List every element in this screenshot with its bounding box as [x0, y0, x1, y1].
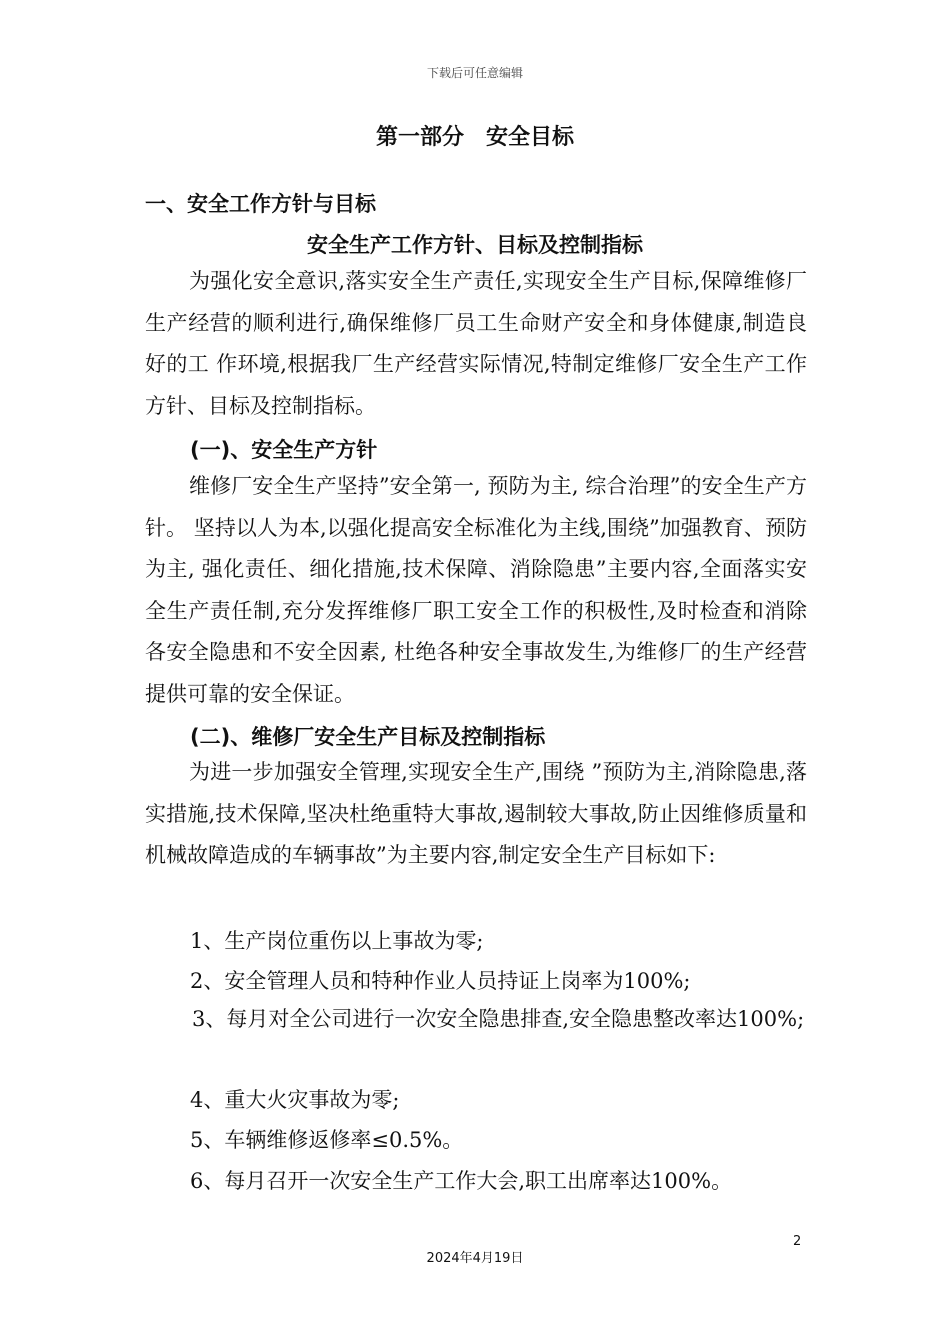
- target-item-4: 4、重大火灾事故为零;: [190, 1088, 400, 1112]
- target-item-2: 2、安全管理人员和特种作业人员持证上岗率为100%;: [190, 969, 691, 993]
- target-item-5: 5、车辆维修返修率≤0.5%。: [190, 1128, 464, 1152]
- page-header-note: 下载后可任意编辑: [426, 66, 523, 80]
- intro-paragraph: 为强化安全意识,落实安全生产责任,实现安全生产目标,保障维修厂生产经营的顺利进行,确保维修厂员工生命财产安全和身体健康,制造良好的工 作环境,根据我厂生产经营实际情况,特制定维修厂安全生产工作方针、目标及控制指标。: [145, 269, 807, 418]
- page-number: 2: [793, 1234, 802, 1249]
- target-item-3: 3、每月对全公司进行一次安全隐患排查,安全隐患整改率达100%;: [192, 1007, 805, 1031]
- footer-date: 2024年4月19日: [426, 1251, 524, 1266]
- section-heading: 一、安全工作方针与目标: [145, 192, 376, 216]
- targets-paragraph: 为进一步加强安全管理,实现安全生产,围绕 ”预防为主,消除隐患,落实措施,技术保障,坚决杜绝重特大事故,遏制较大事故,防止因维修质量和机械故障造成的车辆事故”为主要内容,制定安全生产目标如下:: [145, 760, 807, 867]
- policy-paragraph: 维修厂安全生产坚持”安全第一, 预防为主, 综合治理”的安全生产方针。 坚持以人为本,以强化提高安全标准化为主线,围绕”加强教育、预防为主, 强化责任、细化措施,技术保障、消除隐患”主要内容,全面落实安全生产责任制,充分发挥维修厂职工安全工作的积极性,及时检查和消除各安全隐患和不安全因素, 杜绝各种安全事故发生,为维修厂的生产经营提供可靠的安全保证。: [145, 474, 807, 706]
- targets-heading: (二)、维修厂安全生产目标及控制指标: [190, 725, 546, 749]
- policy-heading: (一)、安全生产方针: [190, 438, 378, 462]
- target-item-1: 1、生产岗位重伤以上事故为零;: [190, 929, 484, 953]
- target-item-6: 6、每月召开一次安全生产工作大会,职工出席率达100%。: [190, 1169, 733, 1193]
- section-subtitle: 安全生产工作方针、目标及控制指标: [307, 233, 643, 257]
- page-title: 第一部分 安全目标: [375, 125, 574, 150]
